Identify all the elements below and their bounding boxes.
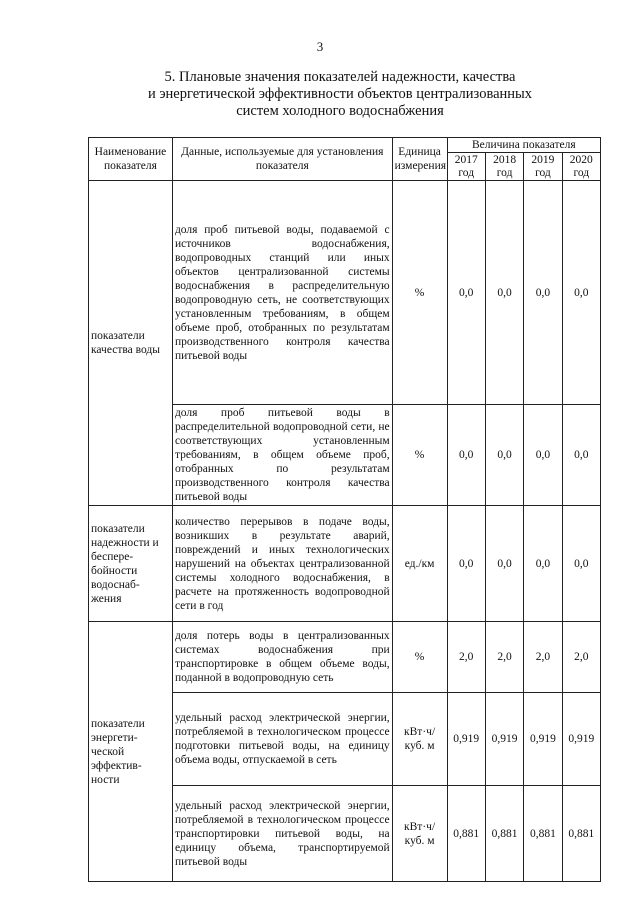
row-data-cell: доля проб питьевой воды в распределительной водопроводной сети, не соответствующих установленным требованиям, в общем объеме проб, отобранных по результатам производственного контроля качества питьевой воды	[172, 405, 392, 506]
header-unit: Единица измерения	[392, 138, 447, 181]
row-unit-cell: кВт·ч/ куб. м	[392, 786, 447, 882]
row-unit-cell: ед./км	[392, 506, 447, 622]
group-name-energy: показатели энергети-ческой эффектив-ности	[89, 622, 173, 882]
header-year-2019: 2019 год	[524, 153, 562, 181]
row-data-cell: удельный расход электрической энергии, потребляемой в технологическом процессе транспортировки питьевой воды, на единицу объема, транспортируемой питьевой воды	[172, 786, 392, 882]
table-row	[89, 622, 601, 693]
value-2017: 0,0	[447, 405, 485, 506]
table-row	[89, 506, 601, 622]
row-unit-cell: %	[392, 181, 447, 405]
table-row	[89, 181, 601, 405]
value-2018: 0,919	[485, 693, 523, 786]
value-2017: 2,0	[447, 622, 485, 693]
value-2017: 0,919	[447, 693, 485, 786]
row-unit-cell: кВт·ч/ куб. м	[392, 693, 447, 786]
group-name-quality: показатели качества воды	[89, 181, 173, 506]
header-name: Наименование показателя	[89, 138, 173, 181]
value-2020: 2,0	[562, 622, 600, 693]
value-2018: 2,0	[485, 622, 523, 693]
value-2018: 0,0	[485, 405, 523, 506]
indicators-table	[88, 137, 601, 882]
title-line-1: 5. Плановые значения показателей надежности, качества	[164, 69, 516, 85]
value-2020: 0,0	[562, 181, 600, 405]
group-name-reliability: показатели надежности и беспере-бойности водоснаб-жения	[89, 506, 173, 622]
value-2020: 0,0	[562, 405, 600, 506]
value-2017: 0,0	[447, 181, 485, 405]
value-2019: 0,919	[524, 693, 562, 786]
value-2018: 0,0	[485, 506, 523, 622]
value-2017: 0,881	[447, 786, 485, 882]
header-year-2020: 2020 год	[562, 153, 600, 181]
value-2019: 0,881	[524, 786, 562, 882]
row-unit-cell: %	[392, 405, 447, 506]
value-2019: 2,0	[524, 622, 562, 693]
section-title	[80, 69, 600, 120]
header-year-2017: 2017 год	[447, 153, 485, 181]
row-data-cell: доля потерь воды в централизованных системах водоснабжения при транспортировке в общем объеме воды, поданной в водопроводную сеть	[172, 622, 392, 693]
value-2020: 0,0	[562, 506, 600, 622]
row-unit-cell: %	[392, 622, 447, 693]
value-2019: 0,0	[524, 405, 562, 506]
header-data: Данные, используемые для установления показателя	[172, 138, 392, 181]
value-2019: 0,0	[524, 506, 562, 622]
value-2020: 0,919	[562, 693, 600, 786]
value-2017: 0,0	[447, 506, 485, 622]
title-line-2: и энергетической эффективности объектов централизованных	[147, 86, 533, 102]
header-year-2018: 2018 год	[485, 153, 523, 181]
row-data-cell: доля проб питьевой воды, подаваемой с источников водоснабжения, водопроводных станций или иных объектов централизованной системы водоснабжения в распределительную водопроводную сеть, не соответствующих установленным требованиям, в общем объеме проб, отобранных по результатам производственного контроля качества питьевой воды	[172, 181, 392, 405]
page-number: 3	[316, 39, 324, 54]
row-data-cell: количество перерывов в подаче воды, возникших в результате аварий, повреждений и иных технологических нарушений на объектах централизованной системы холодного водоснабжения, в расчете на протяженность водопроводной сети в год	[172, 506, 392, 622]
title-line-3: систем холодного водоснабжения	[236, 103, 444, 119]
header-value-group: Величина показателя	[447, 138, 600, 153]
value-2018: 0,881	[485, 786, 523, 882]
value-2018: 0,0	[485, 181, 523, 405]
row-data-cell: удельный расход электрической энергии, потребляемой в технологическом процессе подготовки питьевой воды, на единицу объема воды, отпускаемой в сеть	[172, 693, 392, 786]
value-2020: 0,881	[562, 786, 600, 882]
value-2019: 0,0	[524, 181, 562, 405]
